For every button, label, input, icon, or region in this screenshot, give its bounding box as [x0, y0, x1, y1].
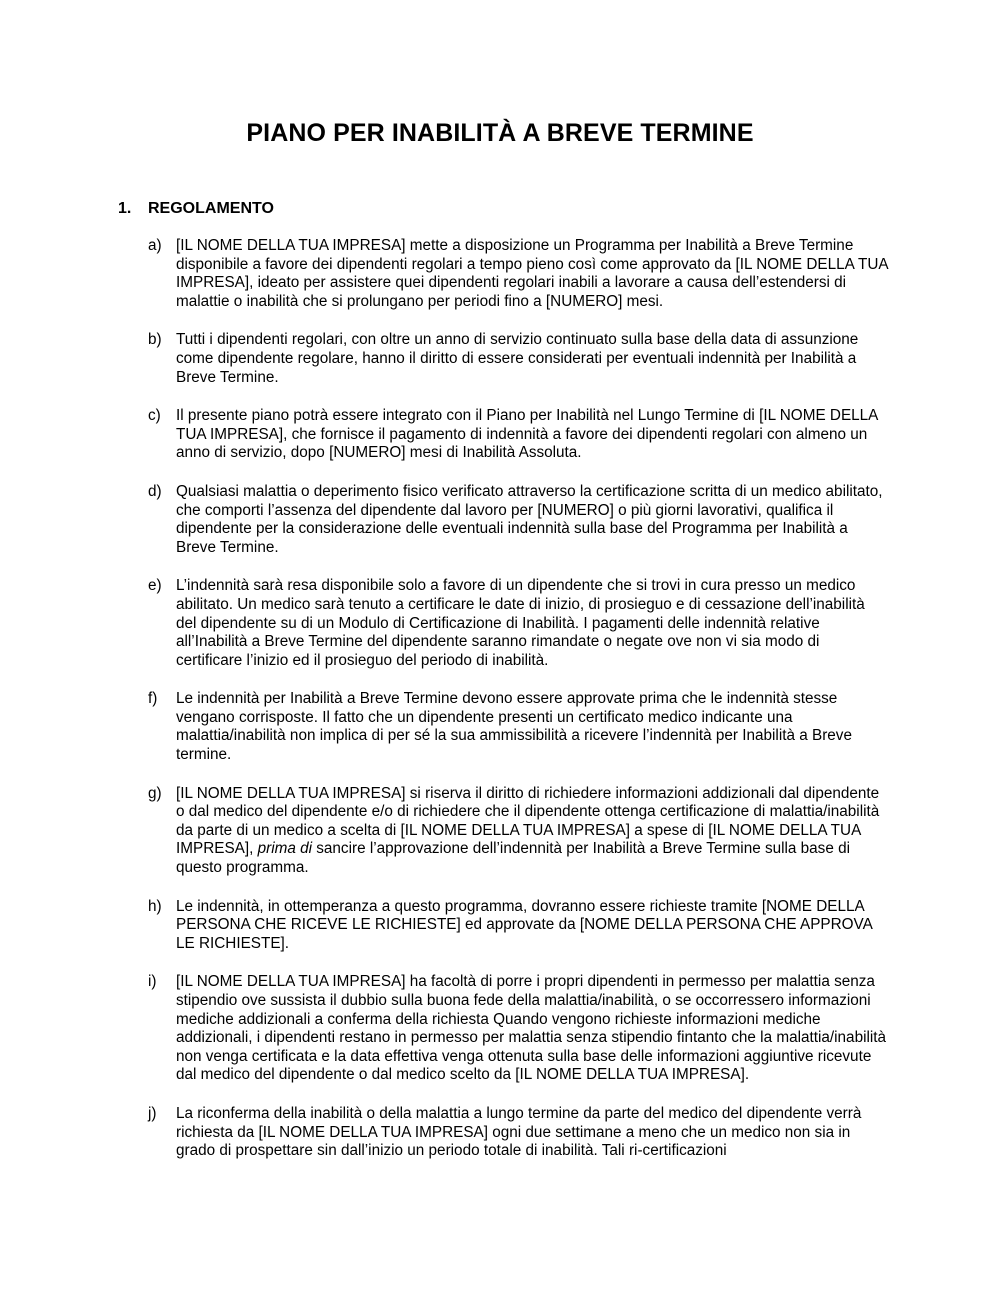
document-title: PIANO PER INABILITÀ A BREVE TERMINE [246, 119, 754, 147]
list-item [148, 577, 888, 670]
item-text-before: [IL NOME DELLA TUA IMPRESA] si riserva il diritto di richiedere informazioni addizionali dal dipendente o dal medico del dipendente e/o di richiedere che il dipendente ottenga certificazione di malattia/inabilità da parte di un medico a scelta di [IL NOME DELLA TUA IMPRESA] a spese di [IL NOME DELLA TUA IMPRESA], [176, 784, 880, 858]
list-item [148, 973, 888, 1085]
list-item [148, 785, 888, 878]
item-text-after: sancire l’approvazione dell’indennità per Inabilità a Breve Termine sulla base di questo programma. [176, 840, 850, 877]
item-marker: g) [148, 784, 162, 802]
section-title: REGOLAMENTO [148, 200, 274, 217]
item-text [176, 785, 888, 878]
item-text: [IL NOME DELLA TUA IMPRESA] ha facoltà di porre i propri dipendenti in permesso per malattia senza stipendio ove sussista il dubbio sulla buona fede della malattia/inabilità, o se occorressero informazioni mediche addizionali a conferma della richiesta Quando vengono richieste informazioni mediche addizionali, i dipendenti restano in permesso per malattia senza stipendio fintanto che la malattia/inabilità non venga certificata e la data effettiva venga ottenuta sulla base delle informazioni aggiuntive ricevute dal medico del dipendente o dal medico scelto da [IL NOME DELLA TUA IMPRESA]. [176, 973, 887, 1084]
list-item [148, 237, 888, 311]
list-item [148, 331, 888, 387]
regulation-list [148, 237, 888, 1181]
section-heading [118, 199, 274, 218]
item-marker: h) [148, 897, 162, 915]
item-text: L’indennità sarà resa disponibile solo a favore di un dipendente che si trovi in cura presso un medico abilitato. Un medico sarà tenuto a certificare le date di inizio, di prosieguo e di cessazione dell’inabilità del dipendente su di un Modulo di Certificazione di Inabilità. I pagamenti delle indennità relative all’Inabilità a Breve Termine del dipendente saranno rimandate o negate ove non vi sia modo di certificare l’inizio ed il prosieguo del periodo di inabilità. [176, 577, 865, 669]
item-text: Il presente piano potrà essere integrato con il Piano per Inabilità nel Lungo Termine di [IL NOME DELLA TUA IMPRESA], che fornisce il pagamento di indennità a favore dei dipendenti regolari con almeno un anno di servizio, dopo [NUMERO] mesi di Inabilità Assoluta. [176, 407, 878, 462]
item-text: Tutti i dipendenti regolari, con oltre un anno di servizio continuato sulla base della data di assunzione come dipendente regolare, hanno il diritto di essere considerati per eventuali indennità per Inabilità a Breve Termine. [176, 331, 859, 386]
list-item [148, 1105, 888, 1161]
item-text: Qualsiasi malattia o deperimento fisico verificato attraverso la certificazione scritta di un medico abilitato, che comporti l’assenza del dipendente dal lavoro per [NUMERO] o più giorni lavorativi, qualifica il dipendente per la considerazione delle eventuali indennità sulla base del Programma per Inabilità a Breve Termine. [176, 482, 883, 556]
item-marker: d) [148, 482, 162, 500]
item-marker: j) [148, 1104, 157, 1122]
item-marker: f) [148, 690, 158, 708]
item-text: Le indennità per Inabilità a Breve Termine devono essere approvate prima che le indennità stesse vengano corrisposte. Il fatto che un dipendente presenti un certificato medico indicante una malattia/inabilità non implica di per sé la sua ammissibilità a ricevere l’indennità per Inabilità a Breve termine. [176, 690, 852, 764]
item-text: [IL NOME DELLA TUA IMPRESA] mette a disposizione un Programma per Inabilità a Breve Termine disponibile a favore dei dipendenti regolari a tempo pieno così come approvato da [IL NOME DELLA TUA IMPRESA], ideato per assistere quei dipendenti regolari inabili a lavorare a causa dell’estendersi di malattie o inabilità che si prolungano per periodi fino a [NUMERO] mesi. [176, 237, 888, 310]
item-marker: e) [148, 577, 162, 595]
item-text-emphasis: prima di [257, 840, 313, 858]
item-marker: a) [148, 237, 162, 254]
list-item [148, 690, 888, 764]
list-item [148, 898, 888, 954]
section-number: 1. [118, 200, 132, 217]
item-marker: b) [148, 331, 162, 349]
item-text: Le indennità, in ottemperanza a questo programma, dovranno essere richieste tramite [NOME DELLA PERSONA CHE RICEVE LE RICHIESTE] ed approvate da [NOME DELLA PERSONA CHE APPROVA LE RICHIESTE]. [176, 897, 872, 952]
item-text: La riconferma della inabilità o della malattia a lungo termine da parte del medico del dipendente verrà richiesta da [IL NOME DELLA TUA IMPRESA] ogni due settimane a meno che un medico non sia in grado di prospettare sin dall’inizio un periodo totale di inabilità. Tali ri-certificazioni [176, 1104, 862, 1160]
list-item [148, 483, 888, 557]
item-marker: c) [148, 407, 161, 425]
item-marker: i) [148, 973, 157, 991]
list-item [148, 407, 888, 463]
